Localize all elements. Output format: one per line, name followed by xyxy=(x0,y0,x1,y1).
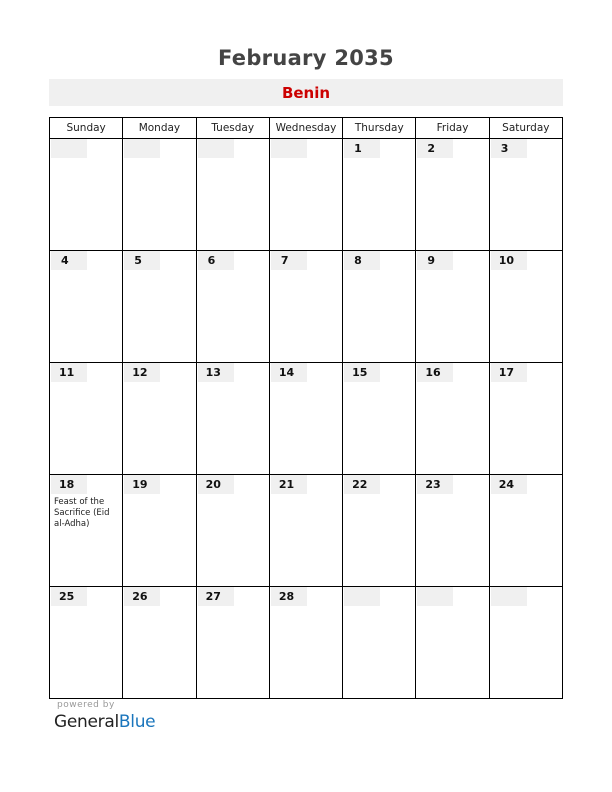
weekday-header-row xyxy=(50,118,563,139)
country-name: Benin xyxy=(281,84,331,102)
empty-day-cell xyxy=(489,587,562,699)
weekday-saturday: Saturday xyxy=(489,118,562,139)
day-number: 24 xyxy=(491,475,527,494)
day-cell[interactable] xyxy=(269,363,342,475)
day-cell[interactable] xyxy=(343,475,416,587)
weekday-monday: Monday xyxy=(123,118,196,139)
day-number: 16 xyxy=(417,363,453,382)
day-number: 7 xyxy=(271,251,307,270)
week-row xyxy=(50,587,563,699)
day-cell[interactable] xyxy=(343,363,416,475)
weekday-sunday: Sunday xyxy=(50,118,123,139)
day-cell[interactable] xyxy=(123,475,196,587)
day-cell[interactable] xyxy=(269,475,342,587)
day-number xyxy=(198,139,234,158)
day-cell[interactable] xyxy=(343,251,416,363)
day-number xyxy=(124,139,160,158)
day-cell[interactable] xyxy=(50,251,123,363)
logo-text-general: General xyxy=(54,712,119,732)
day-number: 11 xyxy=(51,363,87,382)
day-cell[interactable] xyxy=(123,363,196,475)
day-number: 10 xyxy=(491,251,527,270)
generalblue-logo[interactable] xyxy=(54,712,155,732)
week-row xyxy=(50,251,563,363)
calendar-grid xyxy=(49,117,563,699)
day-cell[interactable] xyxy=(50,363,123,475)
day-cell[interactable] xyxy=(416,475,489,587)
day-number: 28 xyxy=(271,587,307,606)
day-cell[interactable] xyxy=(489,139,562,251)
day-number xyxy=(271,139,307,158)
week-row xyxy=(50,139,563,251)
day-cell[interactable] xyxy=(196,475,269,587)
day-number: 1 xyxy=(344,139,380,158)
day-number: 2 xyxy=(417,139,453,158)
day-number: 27 xyxy=(198,587,234,606)
month-title: February 2035 xyxy=(218,46,394,70)
day-number: 15 xyxy=(344,363,380,382)
day-cell[interactable] xyxy=(416,251,489,363)
powered-by-label: powered by xyxy=(57,700,115,710)
day-number: 14 xyxy=(271,363,307,382)
empty-day-cell xyxy=(269,139,342,251)
weekday-friday: Friday xyxy=(416,118,489,139)
day-number: 19 xyxy=(124,475,160,494)
day-cell[interactable] xyxy=(196,251,269,363)
day-number: 26 xyxy=(124,587,160,606)
day-number: 3 xyxy=(491,139,527,158)
day-cell[interactable] xyxy=(196,587,269,699)
weekday-thursday: Thursday xyxy=(343,118,416,139)
day-cell[interactable] xyxy=(489,251,562,363)
day-number: 21 xyxy=(271,475,307,494)
day-number: 9 xyxy=(417,251,453,270)
week-row xyxy=(50,363,563,475)
day-cell[interactable] xyxy=(269,251,342,363)
country-bar xyxy=(49,79,563,106)
day-number: 23 xyxy=(417,475,453,494)
empty-day-cell xyxy=(50,139,123,251)
day-cell[interactable] xyxy=(50,475,123,587)
day-number: 8 xyxy=(344,251,380,270)
day-cell[interactable] xyxy=(416,363,489,475)
day-cell[interactable] xyxy=(416,139,489,251)
weekday-tuesday: Tuesday xyxy=(196,118,269,139)
day-number xyxy=(417,587,453,606)
day-number xyxy=(491,587,527,606)
day-number: 4 xyxy=(51,251,87,270)
day-cell[interactable] xyxy=(123,587,196,699)
day-number: 5 xyxy=(124,251,160,270)
day-cell[interactable] xyxy=(269,587,342,699)
empty-day-cell xyxy=(123,139,196,251)
day-number xyxy=(344,587,380,606)
day-number: 25 xyxy=(51,587,87,606)
day-cell[interactable] xyxy=(489,475,562,587)
day-number: 20 xyxy=(198,475,234,494)
holiday-event: Feast of the Sacrifice (Eid al-Adha) xyxy=(54,497,110,529)
empty-day-cell xyxy=(416,587,489,699)
day-number: 17 xyxy=(491,363,527,382)
day-cell[interactable] xyxy=(50,587,123,699)
day-number: 22 xyxy=(344,475,380,494)
weekday-wednesday: Wednesday xyxy=(269,118,342,139)
day-number: 13 xyxy=(198,363,234,382)
day-cell[interactable] xyxy=(123,251,196,363)
empty-day-cell xyxy=(343,587,416,699)
day-cell[interactable] xyxy=(196,363,269,475)
day-number xyxy=(51,139,87,158)
day-number: 12 xyxy=(124,363,160,382)
logo-text-blue: Blue xyxy=(118,712,156,732)
week-row xyxy=(50,475,563,587)
empty-day-cell xyxy=(196,139,269,251)
day-cell[interactable] xyxy=(343,139,416,251)
day-number: 6 xyxy=(198,251,234,270)
day-cell[interactable] xyxy=(489,363,562,475)
day-number: 18 xyxy=(51,475,87,494)
